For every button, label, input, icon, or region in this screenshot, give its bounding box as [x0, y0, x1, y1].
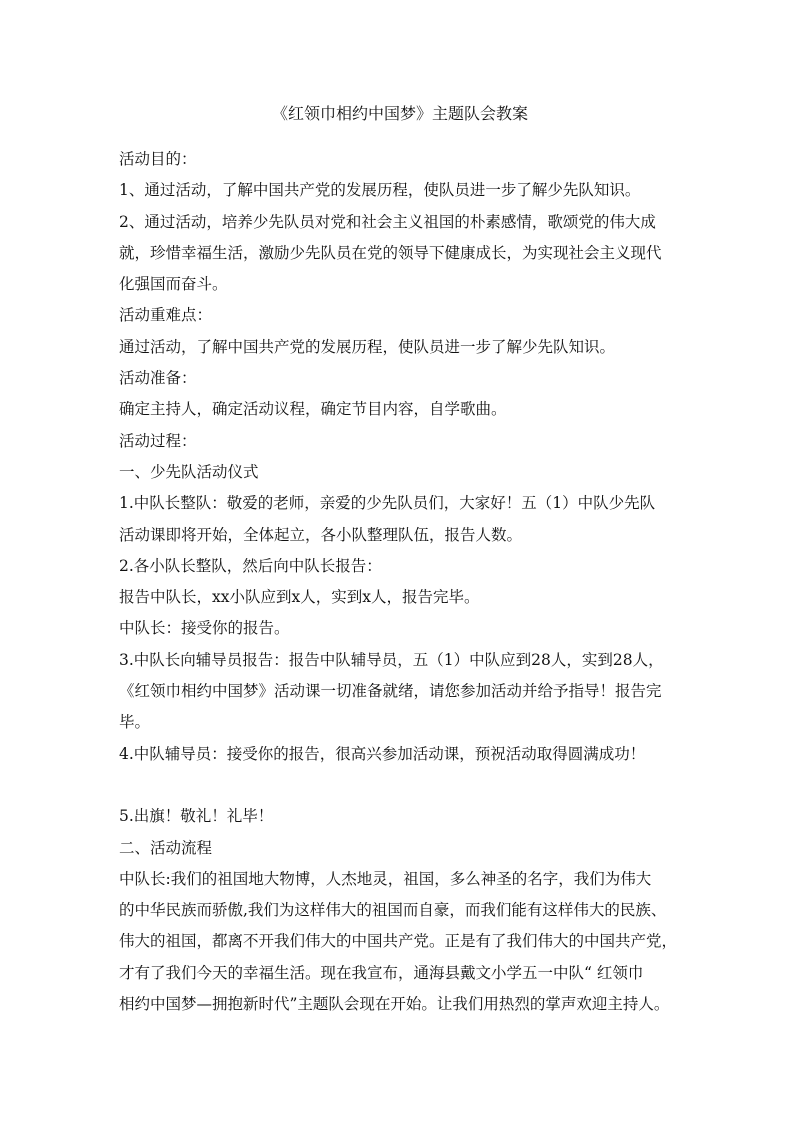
text-line: 就，珍惜幸福生活，激励少先队员在党的领导下健康成长，为实现社会主义现代	[119, 243, 662, 262]
text-line: 相约中国梦—拥抱新时代”主题队会现在开始。让我们用热烈的掌声欢迎主持人。	[119, 995, 670, 1014]
text-line: 5.出旗！敬礼！礼毕！	[119, 807, 274, 826]
text-line: 1、通过活动，了解中国共产党的发展历程，使队员进一步了解少先队知识。	[119, 181, 641, 200]
text-line: 4.中队辅导员：接受你的报告，很高兴参加活动课，预祝活动取得圆满成功！	[119, 744, 646, 763]
text-line: 才有了我们今天的幸福生活。现在我宣布，通海县戴文小学五一中队“ 红领巾	[119, 963, 644, 982]
text-line: 1.中队长整队：敬爱的老师，亲爱的少先队员们，大家好！五（1）中队少先队	[119, 494, 656, 513]
text-line: 中队长:我们的祖国地大物博，人杰地灵，祖国，多么神圣的名字，我们为伟大	[119, 869, 652, 888]
document-body	[119, 144, 684, 1020]
text-line: 二、活动流程	[119, 838, 213, 857]
text-line: 2.各小队长整队，然后向中队长报告：	[119, 556, 382, 575]
blank-line	[119, 770, 684, 801]
text-line: 一、少先队活动仪式	[119, 462, 259, 481]
text-line: 确定主持人，确定活动议程，确定节目内容，自学歌曲。	[119, 400, 507, 419]
text-line: 的中华民族而骄傲,我们为这样伟大的祖国而自豪，而我们能有这样伟大的民族、	[119, 901, 667, 920]
text-line: 伟大的祖国，都离不开我们伟大的中国共产党。正是有了我们伟大的中国共产党，	[119, 932, 678, 951]
text-line: 活动过程：	[119, 431, 197, 450]
text-line: 《红领巾相约中国梦》活动课一切准备就绪，请您参加活动并给予指导！报告完	[119, 682, 662, 701]
text-line: 2、通过活动，培养少先队员对党和社会主义祖国的朴素感情，歌颂党的伟大成	[119, 212, 656, 231]
text-line: 化强国而奋斗。	[119, 275, 228, 294]
text-line: 报告中队长，xx小队应到x人，实到x人，报告完毕。	[119, 588, 480, 607]
text-line: 通过活动，了解中国共产党的发展历程，使队员进一步了解少先队知识。	[119, 337, 616, 356]
text-line: 毕。	[119, 713, 151, 732]
text-line: 活动目的：	[119, 150, 197, 168]
text-line: 3.中队长向辅导员报告：报告中队辅导员，五（1）中队应到28人，实到28人，	[119, 650, 664, 669]
text-line: 中队长：接受你的报告。	[119, 619, 290, 638]
text-line: 活动重难点：	[119, 306, 213, 325]
text-line: 活动准备：	[119, 369, 197, 388]
document-title: 《红领巾相约中国梦》主题队会教案	[271, 104, 528, 123]
text-line: 活动课即将开始，全体起立，各小队整理队伍，报告人数。	[119, 525, 523, 544]
